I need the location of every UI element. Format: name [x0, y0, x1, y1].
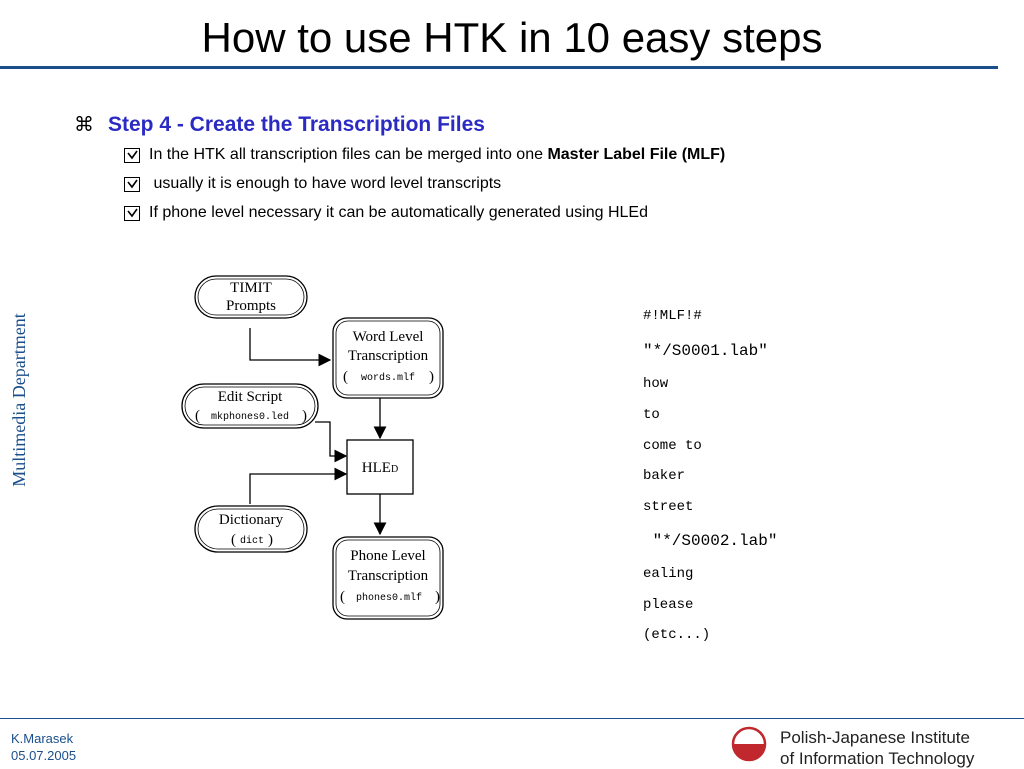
edit-paren-open: ( — [195, 408, 200, 424]
institute-line2: of Information Technology — [780, 749, 975, 768]
phone-file: phones0.mlf — [355, 593, 423, 604]
command-bullet-icon: ⌘ — [74, 114, 94, 136]
hled-flow-diagram — [170, 262, 460, 622]
hled-main: HLE — [361, 460, 391, 476]
phone-line2: Transcription — [347, 568, 429, 584]
edit-file: mkphones0.led — [210, 412, 290, 423]
word-level-node — [333, 318, 443, 398]
phone-level-node — [333, 537, 443, 619]
edit-paren-close: ) — [302, 408, 307, 424]
word-line1: Word Level — [352, 329, 424, 345]
subpoint-2-text: usually it is enough to have word level transcripts — [149, 175, 502, 192]
subpoint-3 — [124, 204, 648, 222]
footer-author-block — [11, 730, 76, 764]
subpoint-1-bold: Master Label File (MLF) — [547, 146, 726, 163]
mlf-line: street — [643, 499, 694, 515]
mlf-line: ealing — [643, 566, 694, 582]
timit-prompts-node — [195, 276, 307, 318]
mlf-line: come to — [643, 438, 702, 454]
phone-paren-close: ) — [435, 589, 440, 605]
phone-line1: Phone Level — [350, 548, 426, 564]
subpoint-1 — [124, 146, 725, 164]
hled-node — [347, 440, 413, 494]
mlf-line: (etc...) — [643, 627, 711, 643]
mlf-line: how — [643, 376, 669, 392]
dict-paren-close: ) — [268, 532, 273, 548]
dictionary-node — [195, 506, 307, 552]
edit-line1: Edit Script — [217, 389, 283, 405]
footer-date: 05.07.2005 — [11, 748, 77, 763]
hled-small: D — [390, 464, 399, 475]
mlf-line: please — [643, 597, 694, 613]
step-heading — [74, 112, 485, 137]
title-divider — [0, 66, 998, 69]
mlf-line: #!MLF!# — [643, 308, 702, 324]
checkbox-bullet-icon — [124, 206, 140, 221]
footer-author: K.Marasek — [11, 731, 74, 746]
checkbox-bullet-icon — [124, 148, 140, 163]
word-line2: Transcription — [347, 348, 429, 364]
slide-title: How to use HTK in 10 easy steps — [201, 14, 823, 61]
institute-line1: Polish-Japanese Institute — [780, 728, 970, 747]
subpoint-1-text: In the HTK all transcription files can be merged into one — [149, 146, 548, 163]
timit-line2: Prompts — [225, 298, 277, 314]
mlf-line: baker — [643, 468, 686, 484]
step-heading-text: Step 4 - Create the Transcription Files — [108, 113, 485, 136]
mlf-line: "*/S0002.lab" — [643, 532, 778, 550]
edit-script-node — [182, 384, 318, 428]
subpoint-3-text: If phone level necessary it can be automatically generated using HLEd — [149, 204, 648, 221]
timit-line1: TIMIT — [230, 280, 272, 296]
footer-divider — [0, 718, 1024, 719]
subpoint-2 — [124, 175, 501, 193]
word-file: words.mlf — [360, 373, 416, 384]
phone-paren-open: ( — [340, 589, 345, 605]
checkbox-bullet-icon — [124, 177, 140, 192]
dict-line1: Dictionary — [218, 512, 284, 528]
word-paren-open: ( — [343, 369, 348, 385]
institute-logo-icon — [730, 726, 770, 762]
mlf-line: to — [643, 407, 660, 423]
mlf-line: "*/S0001.lab" — [643, 342, 768, 360]
word-paren-close: ) — [429, 369, 434, 385]
sidebar-department-label: Multimedia Department — [9, 313, 29, 487]
dict-file: dict — [239, 536, 265, 547]
institute-name — [780, 727, 974, 769]
dict-paren-open: ( — [231, 532, 236, 548]
